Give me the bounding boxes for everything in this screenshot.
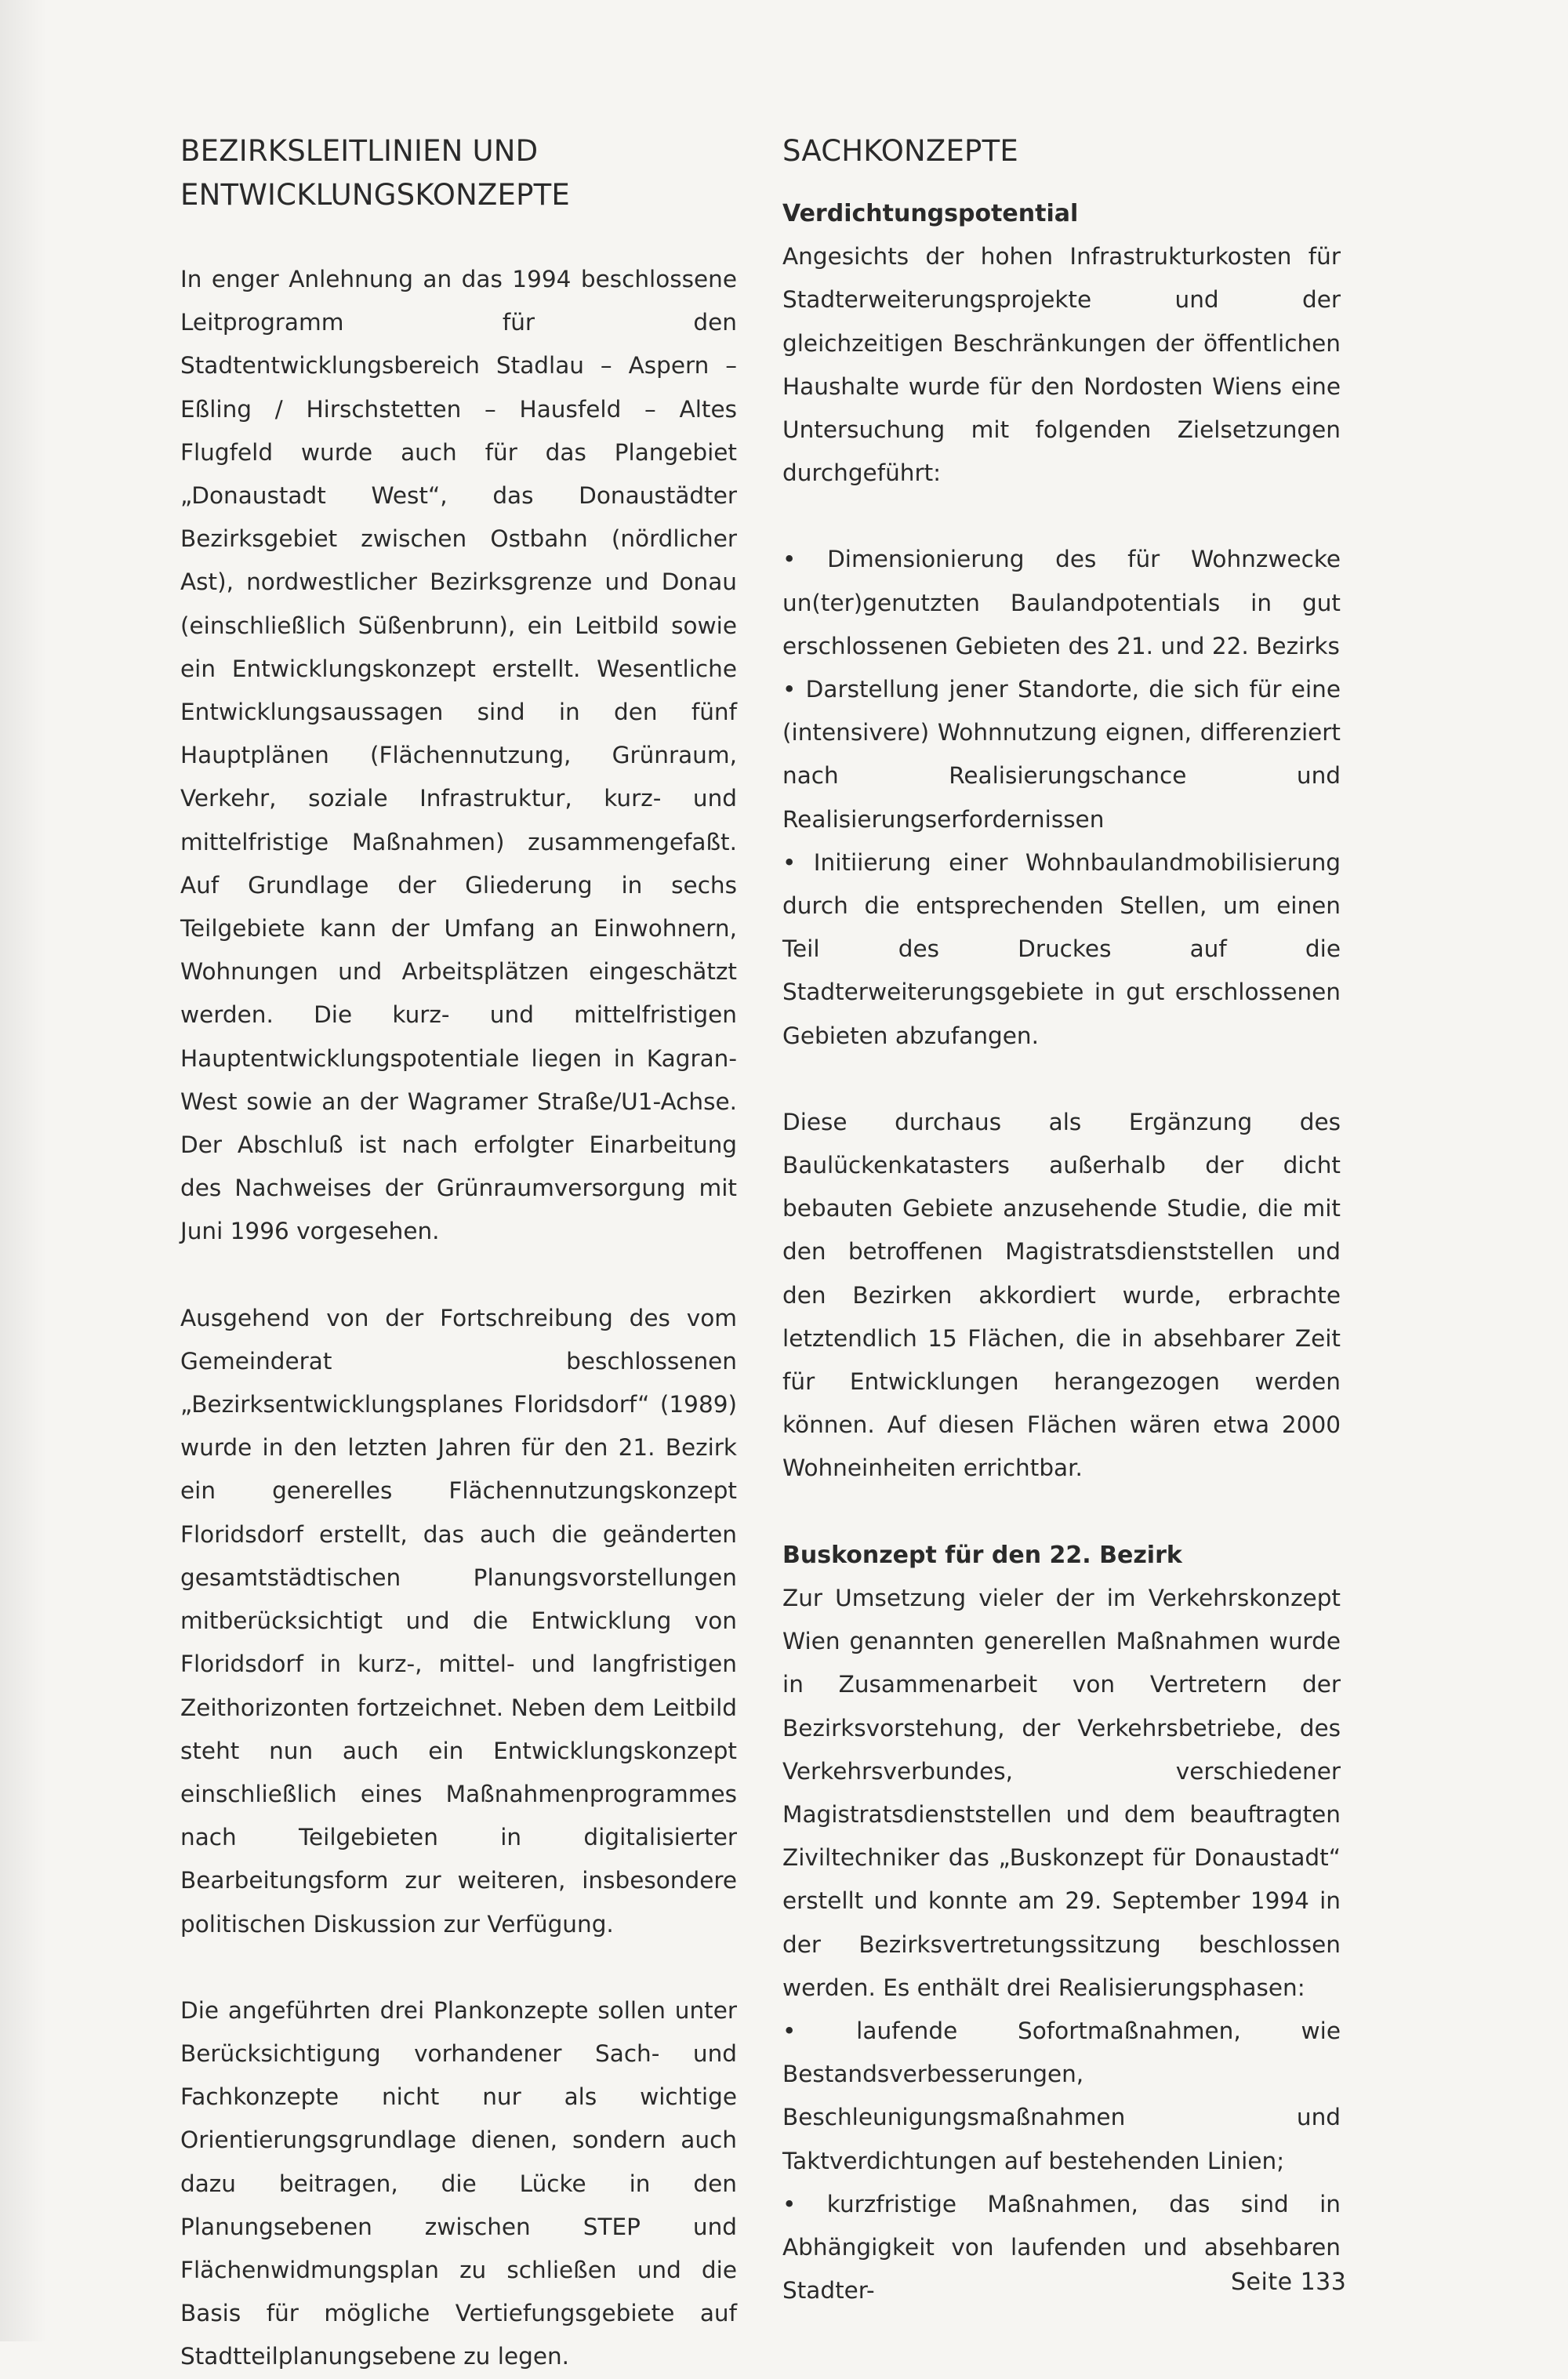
paragraph: In enger Anlehnung an das 1994 beschlossene Leitprogramm für den Stadtentwicklungsbereich Stadlau – Aspern – Eßling / Hirschstetten – Hausfeld – Altes Flugfeld wurde auch für das Plangebiet „Donaustadt West“, das Donaustädter Bezirksgebiet zwischen Ostbahn (nördlicher Ast), nordwestlicher Bezirksgrenze und Donau (einschließlich Süßenbrunn), ein Leitbild sowie ein Entwicklungskonzept erstellt. Wesentliche Entwicklungsaussagen sind in den fünf Hauptplänen (Flächennutzung, Grünraum, Verkehr, soziale Infrastruktur, kurz- und mittelfristige Maßnahmen) zusammengefaßt. Auf Grundlage der Gliederung in sechs Teilgebiete kann der Umfang an Einwohnern, Wohnungen und Arbeitsplätzen eingeschätzt werden. Die kurz- und mittelfristigen Hauptentwicklungspotentiale liegen in Kagran-West sowie an der Wagramer Straße/U1-Achse. Der Abschluß ist nach erfolgter Einarbeitung des Nachweises der Grünraumversorgung mit Juni 1996 vorgesehen. xyxy=(180,266,737,1245)
bullet-item: • laufende Sofortmaßnahmen, wie Bestandsverbesserungen, Beschleunigungsmaßnahmen und Taktverdichtungen auf bestehenden Linien; xyxy=(782,2010,1341,2183)
paragraph: Ausgehend von der Fortschreibung des vom Gemeinderat beschlossenen „Bezirksentwicklungsplanes Floridsdorf“ (1989) wurde in den letzten Jahren für den 21. Bezirk ein generelles Flächennutzungskonzept Floridsdorf erstellt, das auch die geänderten gesamtstädtischen Planungsvorstellungen mitberücksichtigt und die Entwicklung von Floridsdorf in kurz-, mittel- und langfristigen Zeithorizonten fortzeichnet. Neben dem Leitbild steht nun auch ein Entwicklungskonzept einschließlich eines Maßnahmenprogrammes nach Teilgebieten in digitalisierter Bearbeitungsform zur weiteren, insbesondere politischen Diskussion zur Verfügung. xyxy=(180,1304,737,1938)
bullet-item: • Darstellung jener Standorte, die sich für eine (intensivere) Wohnnutzung eignen, differenziert nach Realisierungschance und Realisierungserfordernissen xyxy=(782,668,1341,841)
bullet-item: • kurzfristige Maßnahmen, das sind in Abhängigkeit von laufenden und absehbaren Stadter- xyxy=(782,2183,1341,2313)
spine-shadow xyxy=(0,0,47,2341)
heading-line-2: ENTWICKLUNGSKONZEPTE xyxy=(180,178,570,212)
bullet-item: • Initiierung einer Wohnbaulandmobilisierung durch die entsprechenden Stellen, um einen Teil des Druckes auf die Stadterweiterungsgebiete in gut erschlossenen Gebieten abzufangen. xyxy=(782,841,1341,1058)
subheading-buskonzept: Buskonzept für den 22. Bezirk xyxy=(782,1541,1182,1569)
page-number: Seite 133 xyxy=(1231,2268,1347,2296)
left-column xyxy=(180,129,737,2379)
section-heading-bezirksleitlinien xyxy=(180,129,737,217)
paragraph: Angesichts der hohen Infrastrukturkosten für Stadterweiterungsprojekte und der gleichzeitigen Beschränkungen der öffentlichen Haushalte wurde für den Nordosten Wiens eine Untersuchung mit folgenden Zielsetzungen durchgeführt: xyxy=(782,243,1341,487)
paragraph: Diese durchaus als Ergänzung des Baulückenkatasters außerhalb der dicht bebauten Gebiete anzusehende Studie, die mit den betroffenen Magistratsdienststellen und den Bezirken akkordiert wurde, erbrachte letztendlich 15 Flächen, die in absehbarer Zeit für Entwicklungen herangezogen werden können. Auf diesen Flächen wären etwa 2000 Wohneinheiten errichtbar. xyxy=(782,1108,1341,1482)
paragraph: Die angeführten drei Plankonzepte sollen unter Berücksichtigung vorhandener Sach- und Fachkonzepte nicht nur als wichtige Orientierungsgrundlage dienen, sondern auch dazu beitragen, die Lücke in den Planungsebenen zwischen STEP und Flächenwidmungsplan zu schließen und die Basis für mögliche Vertiefungsgebiete auf Stadtteilplanungsebene zu legen. xyxy=(180,1996,737,2370)
right-column xyxy=(782,129,1341,2312)
bullet-item: • Dimensionierung des für Wohnzwecke un(ter)genutzten Baulandpotentials in gut erschlossenen Gebieten des 21. und 22. Bezirks xyxy=(782,538,1341,668)
subheading-verdichtungspotential: Verdichtungspotential xyxy=(782,200,1079,227)
section-heading-sachkonzepte: SACHKONZEPTE xyxy=(782,134,1018,168)
heading-line-1: BEZIRKSLEITLINIEN UND xyxy=(180,134,539,168)
paragraph: Zur Umsetzung vieler der im Verkehrskonzept Wien genannten generellen Maßnahmen wurde in Zusammenarbeit von Vertretern der Bezirksvorstehung, der Verkehrsbetriebe, des Verkehrsverbundes, verschiedener Magistratsdienststellen und dem beauftragten Ziviltechniker das „Buskonzept für Donaustadt“ erstellt und konnte am 29. September 1994 in der Bezirksvertretungssitzung beschlossen werden. Es enthält drei Realisierungsphasen: xyxy=(782,1584,1341,2001)
